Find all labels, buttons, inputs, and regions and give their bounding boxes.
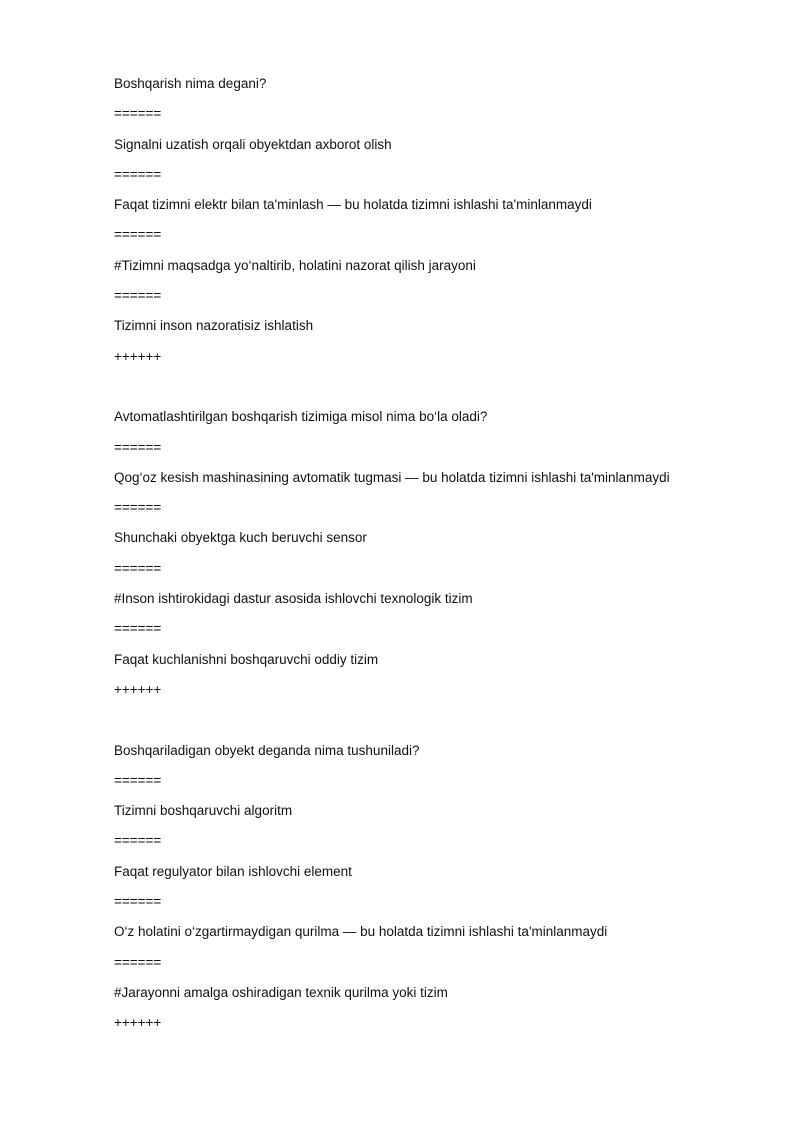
answer-option-correct: #Inson ishtirokidagi dastur asosida ishlovchi texnologik tizim [114,591,473,607]
question-end-marker: ++++++ [114,681,162,697]
question-text: Boshqariladigan obyekt deganda nima tushuniladi? [114,742,420,758]
answer-option: Faqat regulyator bilan ishlovchi element [114,863,352,879]
separator: ====== [114,500,162,516]
answer-option: O‘z holatini o‘zgartirmaydigan qurilma — bu holatda tizimni ishlashi ta'minlanmaydi [114,924,608,940]
question-end-marker: ++++++ [114,1015,162,1031]
separator: ====== [114,894,162,910]
answer-option: Signalni uzatish orqali obyektdan axborot olish [114,136,392,152]
blank-line [114,377,754,407]
answer-option: Faqat kuchlanishni boshqaruvchi oddiy tizim [114,651,379,667]
separator: ====== [114,833,162,849]
question-list [114,74,754,1044]
answer-option: Shunchaki obyektga kuch beruvchi sensor [114,530,367,546]
question-end-marker: ++++++ [114,348,162,364]
separator: ====== [114,288,162,304]
question-text: Avtomatlashtirilgan boshqarish tizimiga misol nima bo‘la oladi? [114,409,488,425]
separator: ====== [114,772,162,788]
separator: ====== [114,954,162,970]
blank-line [114,710,754,740]
separator: ====== [114,166,162,182]
separator: ====== [114,106,162,122]
answer-option-correct: #Tizimni maqsadga yo‘naltirib, holatini nazorat qilish jarayoni [114,257,476,273]
answer-option: Tizimni boshqaruvchi algoritm [114,803,293,819]
question-text: Boshqarish nima degani? [114,76,267,91]
answer-option: Qog‘oz kesish mashinasining avtomatik tugmasi — bu holatda tizimni ishlashi ta'minlanmaydi [114,469,670,485]
separator: ====== [114,621,162,637]
answer-option-correct: #Jarayonni amalga oshiradigan texnik qurilma yoki tizim [114,984,448,1000]
answer-option: Tizimni inson nazoratisiz ishlatish [114,318,314,334]
separator: ====== [114,227,162,243]
separator: ====== [114,560,162,576]
answer-option: Faqat tizimni elektr bilan ta'minlash — bu holatda tizimni ishlashi ta'minlanmaydi [114,197,592,213]
separator: ====== [114,439,162,455]
